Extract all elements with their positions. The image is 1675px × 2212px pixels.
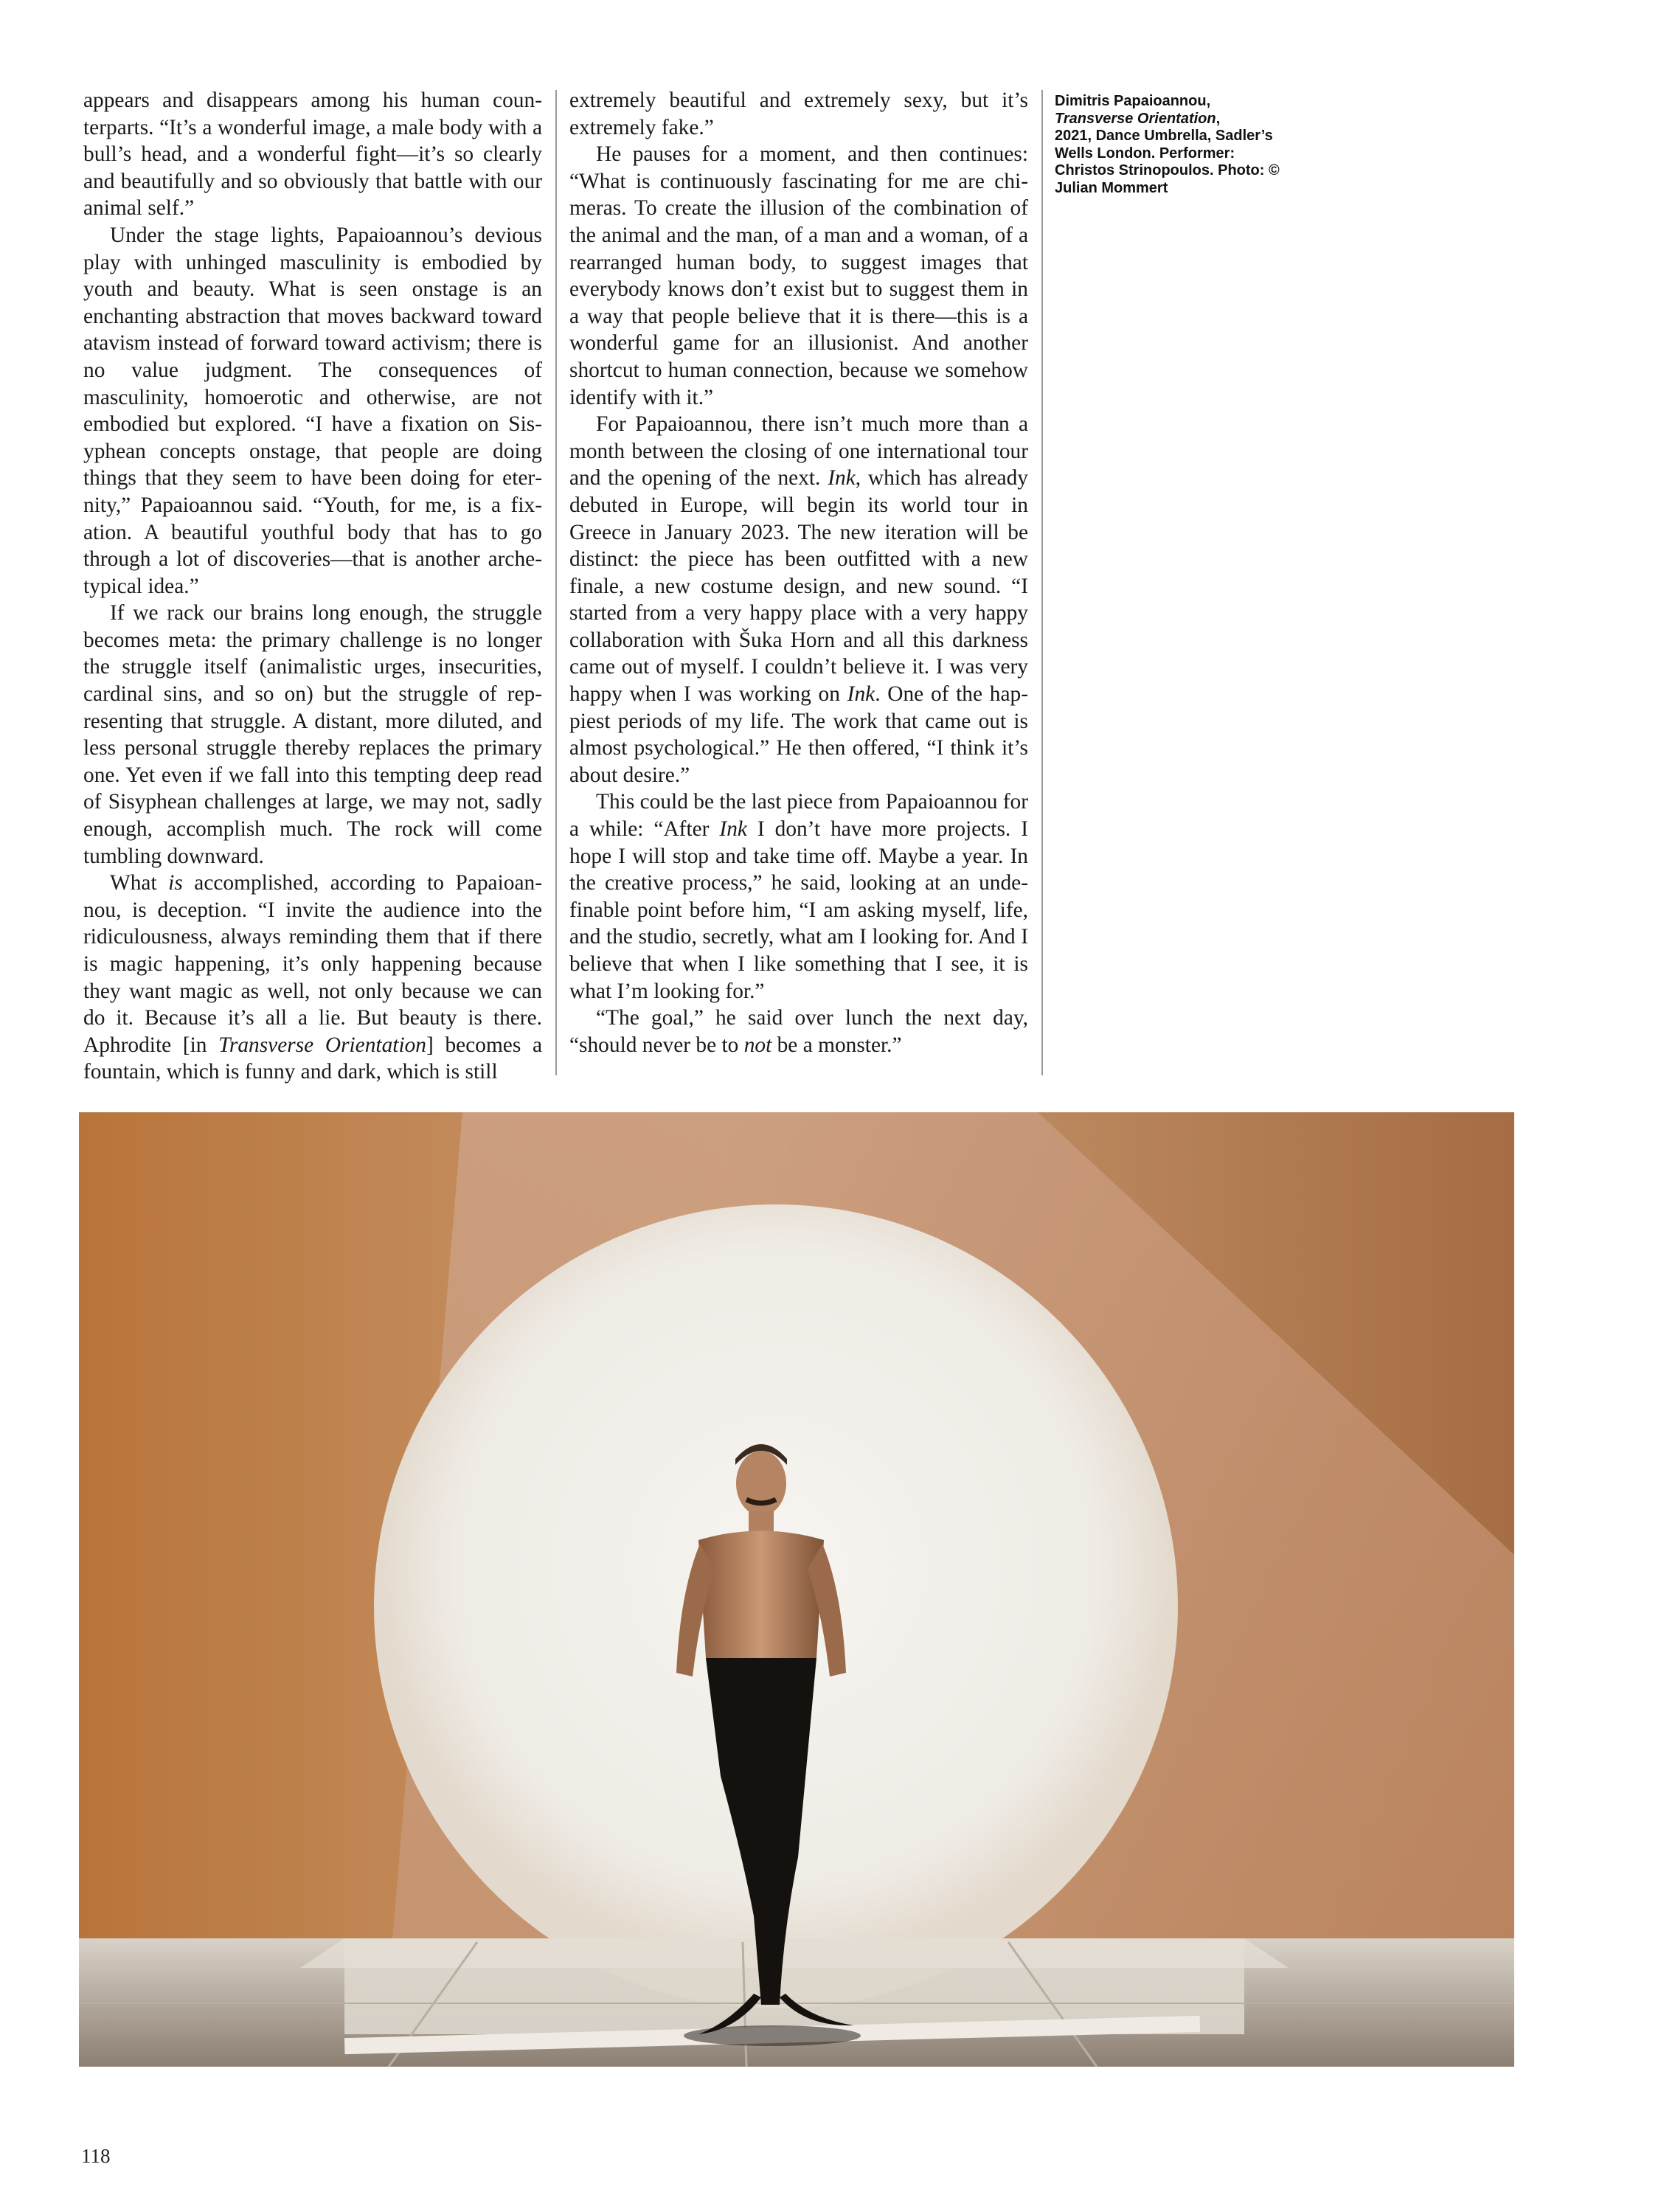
- text-run: , which has already debuted in Europe, will begin its world tour in Greece in January 2023. The new iteration will be distinct: the piece has been outfitted with a new finale, a new costume design, and new sound. “I started from a very happy place with a very happy collaboration with Šuka Horn and all this darkness came out of myself. I couldn’t believe it. I was very happy when I was working on: [569, 466, 1029, 707]
- article-column-2: [569, 87, 1028, 1058]
- paragraph: He pauses for a moment, and then continues: “What is continuously fascinating for me are chimeras. To create the illusion of the combination of the animal and the man, of a man and a woman, of a rearranged human body, to suggest images that everybody knows don’t exist but to suggest them in a way that people believe that it is there—this is a wonderful game for an illusionist. And another shortcut to human connection, because we somehow identify with it.”: [569, 142, 1028, 409]
- paragraph: [569, 788, 1028, 1005]
- paragraph: extremely beautiful and extremely sexy, but it’s extremely fake.”: [569, 89, 1028, 139]
- work-title: Ink: [719, 817, 747, 842]
- article-column-1: [83, 87, 542, 1086]
- text-run: ] becomes a fountain, which is funny and dark, which is still: [83, 1033, 543, 1084]
- paragraph: [569, 411, 1028, 788]
- work-title: Ink: [828, 466, 856, 490]
- column-rule: [555, 90, 557, 1075]
- emphasis: not: [743, 1033, 772, 1057]
- caption-artist: Dimitris Papaioannou,: [1055, 93, 1211, 109]
- text-run: be a monster.”: [771, 1033, 902, 1057]
- text-run: For Papaioannou, there isn’t much more than a month between the closing of one international tour and the opening of the next.: [569, 412, 1028, 490]
- photo-caption: [1055, 93, 1298, 197]
- text-run: “The goal,” he said over lunch the next day, “should never be to: [569, 1006, 1028, 1057]
- text-run: I don’t have more projects. I hope I will stop and take time off. Maybe a year. In the creative process,” he said, looking at an undefinable point before him, “I am asking myself, life, and the studio, secretly, what am I looking for. And I believe that when I like something that I see, it is what I’m looking for.”: [569, 817, 1028, 1003]
- paragraph: Under the stage lights, Papaioannou’s devious play with unhinged masculinity is embodied by youth and beauty. What is seen onstage is an enchanting abstraction that moves backward toward atavism instead of forward toward activism; there is no value judgment. The consequences of masculinity, homoerotic and otherwise, are not embodied but explored. “I have a fixation on Sisyphean concepts onstage, that people are doing things that they seem to have been doing for eternity,” Papaioannou said. “Youth, for me, is a fixation. A beautiful youthful body that has to go through a lot of discoveries—that is another archetypical idea.”: [83, 223, 542, 598]
- paragraph: [83, 870, 542, 1086]
- text-run: This could be the last piece from Papaioannou for a while: “After: [569, 790, 1029, 842]
- emphasis: is: [168, 871, 183, 895]
- caption-punct: ,: [1215, 110, 1221, 127]
- work-title: Transverse Orientation: [218, 1033, 426, 1057]
- page-number: 118: [81, 2145, 111, 2167]
- caption-credits: 2021, Dance Umbrella, Sadler’s Wells London. Performer: Christos Strinopoulos. Photo: © Julian Mommert: [1055, 128, 1280, 196]
- caption-work-title: Transverse Orientation: [1055, 110, 1216, 127]
- work-title: Ink: [847, 682, 875, 707]
- text-run: accomplished, according to Papaioannou, is deception. “I invite the audience into the ridiculousness, always reminding them that if there is magic happening, it’s only happening because they want magic as well, not only because we can do it. Because it’s all a lie. But beauty is there. Aphrodite [in: [83, 871, 542, 1057]
- paragraph: [569, 1005, 1028, 1058]
- stage-photograph: [79, 1112, 1514, 2067]
- paragraph: If we rack our brains long enough, the struggle becomes meta: the primary challenge is no longer the struggle itself (animalistic urges, insecurities, cardinal sins, and so on) but the struggle of representing that struggle. A distant, more diluted, and less personal struggle thereby replaces the primary one. Yet even if we fall into this tempting deep read of Sisyphean challenges at large, we may not, sadly enough, accomplish much. The rock will come tumbling downward.: [83, 601, 542, 868]
- text-run: What: [110, 871, 169, 895]
- stage-photo-illustration: [79, 1112, 1514, 2067]
- column-rule: [1041, 90, 1043, 1075]
- text-run: . One of the happiest periods of my life. The work that came out is almost psychological.” He then offered, “I think it’s about desire.”: [569, 682, 1028, 787]
- paragraph: appears and disappears among his human counterparts. “It’s a wonderful image, a male body with a bull’s head, and a wonderful fight—it’s so clearly and beautifully and so obviously that battle with our animal self.”: [83, 89, 542, 221]
